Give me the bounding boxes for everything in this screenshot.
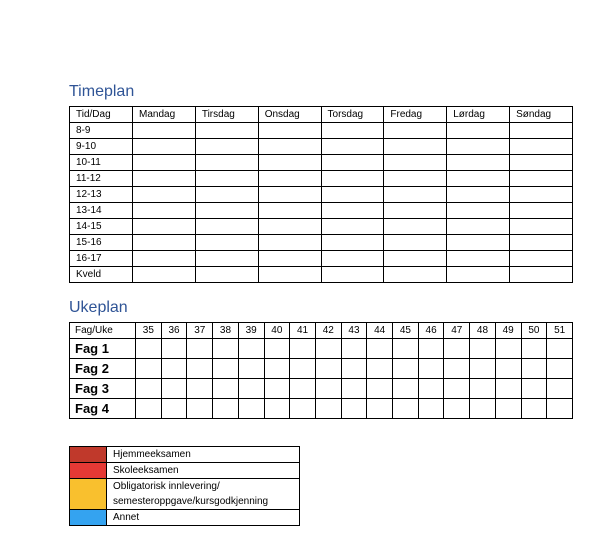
week-cell — [238, 339, 264, 359]
week-number-cell: 47 — [444, 323, 470, 339]
time-slot-label: Kveld — [70, 267, 133, 283]
schedule-cell — [447, 171, 510, 187]
header-cell: Lørdag — [447, 107, 510, 123]
week-cell — [495, 379, 521, 399]
week-cell — [418, 339, 444, 359]
schedule-cell — [195, 219, 258, 235]
schedule-cell — [321, 251, 384, 267]
legend-label: Hjemmeeksamen — [107, 447, 300, 463]
schedule-cell — [321, 203, 384, 219]
header-cell: Onsdag — [258, 107, 321, 123]
schedule-cell — [447, 187, 510, 203]
time-slot-label: 13-14 — [70, 203, 133, 219]
timeplan-row — [70, 235, 573, 251]
timeplan-row — [70, 139, 573, 155]
week-cell — [187, 359, 213, 379]
schedule-cell — [321, 235, 384, 251]
legend-row — [70, 479, 300, 510]
header-cell: Søndag — [510, 107, 573, 123]
week-cell — [418, 379, 444, 399]
schedule-cell — [133, 123, 196, 139]
week-cell — [521, 379, 547, 399]
week-cell — [136, 399, 162, 419]
schedule-cell — [321, 139, 384, 155]
legend-table — [69, 446, 300, 526]
ukeplan-row — [70, 359, 573, 379]
timeplan-table — [69, 106, 573, 283]
ukeplan-row — [70, 339, 573, 359]
time-slot-label: 16-17 — [70, 251, 133, 267]
schedule-cell — [195, 187, 258, 203]
time-slot-label: 9-10 — [70, 139, 133, 155]
schedule-cell — [384, 267, 447, 283]
header-cell: Torsdag — [321, 107, 384, 123]
week-cell — [367, 379, 393, 399]
week-cell — [547, 359, 573, 379]
week-cell — [393, 399, 419, 419]
week-number-cell: 36 — [161, 323, 187, 339]
week-number-cell: 51 — [547, 323, 573, 339]
legend-label: Obligatorisk innlevering/ semesteroppgave/kursgodkjenning — [107, 479, 300, 510]
week-cell — [136, 359, 162, 379]
schedule-cell — [133, 187, 196, 203]
timeplan-row — [70, 187, 573, 203]
schedule-cell — [195, 171, 258, 187]
legend-swatch — [70, 447, 107, 463]
week-cell — [444, 379, 470, 399]
week-cell — [367, 359, 393, 379]
schedule-cell — [258, 171, 321, 187]
header-cell: Fag/Uke — [70, 323, 136, 339]
week-cell — [264, 339, 290, 359]
schedule-cell — [195, 251, 258, 267]
week-cell — [418, 399, 444, 419]
schedule-cell — [195, 123, 258, 139]
legend-row — [70, 463, 300, 479]
schedule-cell — [510, 171, 573, 187]
week-number-cell: 42 — [315, 323, 341, 339]
schedule-cell — [447, 251, 510, 267]
schedule-cell — [321, 267, 384, 283]
week-number-cell: 45 — [393, 323, 419, 339]
schedule-cell — [133, 171, 196, 187]
ukeplan-table — [69, 322, 573, 419]
week-cell — [521, 339, 547, 359]
schedule-cell — [258, 155, 321, 171]
schedule-cell — [510, 139, 573, 155]
week-number-cell: 48 — [470, 323, 496, 339]
schedule-cell — [384, 139, 447, 155]
week-number-cell: 46 — [418, 323, 444, 339]
week-cell — [521, 359, 547, 379]
week-cell — [315, 339, 341, 359]
schedule-cell — [447, 203, 510, 219]
schedule-cell — [447, 267, 510, 283]
schedule-cell — [384, 123, 447, 139]
schedule-cell — [510, 267, 573, 283]
schedule-cell — [447, 235, 510, 251]
schedule-cell — [258, 187, 321, 203]
schedule-cell — [510, 219, 573, 235]
schedule-cell — [384, 219, 447, 235]
week-cell — [264, 399, 290, 419]
schedule-cell — [321, 123, 384, 139]
schedule-cell — [321, 171, 384, 187]
week-cell — [495, 359, 521, 379]
week-cell — [315, 399, 341, 419]
time-slot-label: 15-16 — [70, 235, 133, 251]
week-cell — [444, 339, 470, 359]
week-cell — [187, 379, 213, 399]
schedule-cell — [384, 171, 447, 187]
schedule-cell — [384, 251, 447, 267]
week-number-cell: 43 — [341, 323, 367, 339]
week-cell — [136, 379, 162, 399]
legend-row — [70, 510, 300, 526]
week-cell — [470, 359, 496, 379]
time-slot-label: 12-13 — [70, 187, 133, 203]
ukeplan-row — [70, 379, 573, 399]
schedule-cell — [133, 203, 196, 219]
header-cell: Tirsdag — [195, 107, 258, 123]
schedule-cell — [384, 235, 447, 251]
schedule-cell — [321, 155, 384, 171]
schedule-cell — [133, 267, 196, 283]
schedule-cell — [258, 235, 321, 251]
schedule-cell — [195, 155, 258, 171]
week-cell — [418, 359, 444, 379]
timeplan-header-row — [70, 107, 573, 123]
week-cell — [290, 359, 316, 379]
timeplan-row — [70, 155, 573, 171]
schedule-cell — [195, 139, 258, 155]
legend-label: Annet — [107, 510, 300, 526]
time-slot-label: 11-12 — [70, 171, 133, 187]
header-cell: Fredag — [384, 107, 447, 123]
schedule-cell — [510, 235, 573, 251]
time-slot-label: 10-11 — [70, 155, 133, 171]
week-cell — [213, 359, 239, 379]
week-cell — [367, 399, 393, 419]
week-cell — [290, 379, 316, 399]
week-cell — [213, 339, 239, 359]
legend-label: Skoleeksamen — [107, 463, 300, 479]
timeplan-row — [70, 171, 573, 187]
week-cell — [290, 339, 316, 359]
week-cell — [161, 379, 187, 399]
ukeplan-title: Ukeplan — [69, 299, 128, 316]
schedule-cell — [133, 219, 196, 235]
week-cell — [547, 339, 573, 359]
schedule-cell — [510, 155, 573, 171]
legend-swatch — [70, 479, 107, 510]
schedule-cell — [195, 203, 258, 219]
time-slot-label: 14-15 — [70, 219, 133, 235]
schedule-cell — [447, 139, 510, 155]
week-cell — [470, 399, 496, 419]
week-number-cell: 35 — [136, 323, 162, 339]
subject-label: Fag 4 — [70, 399, 136, 419]
week-number-cell: 41 — [290, 323, 316, 339]
week-number-cell: 39 — [238, 323, 264, 339]
schedule-cell — [258, 139, 321, 155]
schedule-cell — [321, 187, 384, 203]
schedule-cell — [447, 155, 510, 171]
schedule-cell — [133, 139, 196, 155]
week-cell — [161, 339, 187, 359]
schedule-cell — [321, 219, 384, 235]
schedule-cell — [510, 187, 573, 203]
week-number-cell: 50 — [521, 323, 547, 339]
timeplan-row — [70, 219, 573, 235]
ukeplan-header-row — [70, 323, 573, 339]
week-cell — [521, 399, 547, 419]
ukeplan-row — [70, 399, 573, 419]
week-cell — [341, 399, 367, 419]
schedule-cell — [258, 123, 321, 139]
schedule-cell — [133, 251, 196, 267]
timeplan-row — [70, 123, 573, 139]
week-cell — [495, 399, 521, 419]
time-slot-label: 8-9 — [70, 123, 133, 139]
schedule-cell — [258, 219, 321, 235]
schedule-cell — [384, 187, 447, 203]
week-cell — [161, 359, 187, 379]
week-cell — [315, 359, 341, 379]
schedule-cell — [258, 203, 321, 219]
week-cell — [393, 359, 419, 379]
week-number-cell: 40 — [264, 323, 290, 339]
timeplan-title: Timeplan — [69, 83, 135, 100]
week-cell — [341, 379, 367, 399]
timeplan-row — [70, 203, 573, 219]
week-cell — [213, 399, 239, 419]
schedule-cell — [133, 235, 196, 251]
schedule-cell — [510, 203, 573, 219]
week-cell — [315, 379, 341, 399]
schedule-cell — [384, 155, 447, 171]
week-cell — [238, 399, 264, 419]
schedule-cell — [384, 203, 447, 219]
week-cell — [136, 339, 162, 359]
week-cell — [264, 379, 290, 399]
schedule-cell — [510, 123, 573, 139]
week-number-cell: 37 — [187, 323, 213, 339]
schedule-cell — [195, 235, 258, 251]
week-cell — [470, 339, 496, 359]
schedule-cell — [133, 155, 196, 171]
schedule-cell — [510, 251, 573, 267]
schedule-cell — [447, 219, 510, 235]
week-cell — [470, 379, 496, 399]
week-cell — [290, 399, 316, 419]
week-cell — [393, 339, 419, 359]
subject-label: Fag 1 — [70, 339, 136, 359]
week-cell — [495, 339, 521, 359]
week-number-cell: 49 — [495, 323, 521, 339]
week-cell — [187, 339, 213, 359]
week-cell — [238, 359, 264, 379]
week-cell — [444, 359, 470, 379]
week-cell — [341, 359, 367, 379]
week-cell — [367, 339, 393, 359]
subject-label: Fag 2 — [70, 359, 136, 379]
week-cell — [547, 379, 573, 399]
week-cell — [444, 399, 470, 419]
schedule-cell — [258, 267, 321, 283]
week-number-cell: 38 — [213, 323, 239, 339]
week-cell — [213, 379, 239, 399]
week-cell — [187, 399, 213, 419]
schedule-cell — [258, 251, 321, 267]
legend-swatch — [70, 510, 107, 526]
schedule-cell — [195, 267, 258, 283]
legend-row — [70, 447, 300, 463]
week-cell — [161, 399, 187, 419]
week-cell — [264, 359, 290, 379]
header-cell: Tid/Dag — [70, 107, 133, 123]
week-number-cell: 44 — [367, 323, 393, 339]
legend-swatch — [70, 463, 107, 479]
subject-label: Fag 3 — [70, 379, 136, 399]
week-cell — [341, 339, 367, 359]
schedule-cell — [447, 123, 510, 139]
timeplan-row — [70, 251, 573, 267]
header-cell: Mandag — [133, 107, 196, 123]
timeplan-row — [70, 267, 573, 283]
week-cell — [238, 379, 264, 399]
week-cell — [393, 379, 419, 399]
week-cell — [547, 399, 573, 419]
